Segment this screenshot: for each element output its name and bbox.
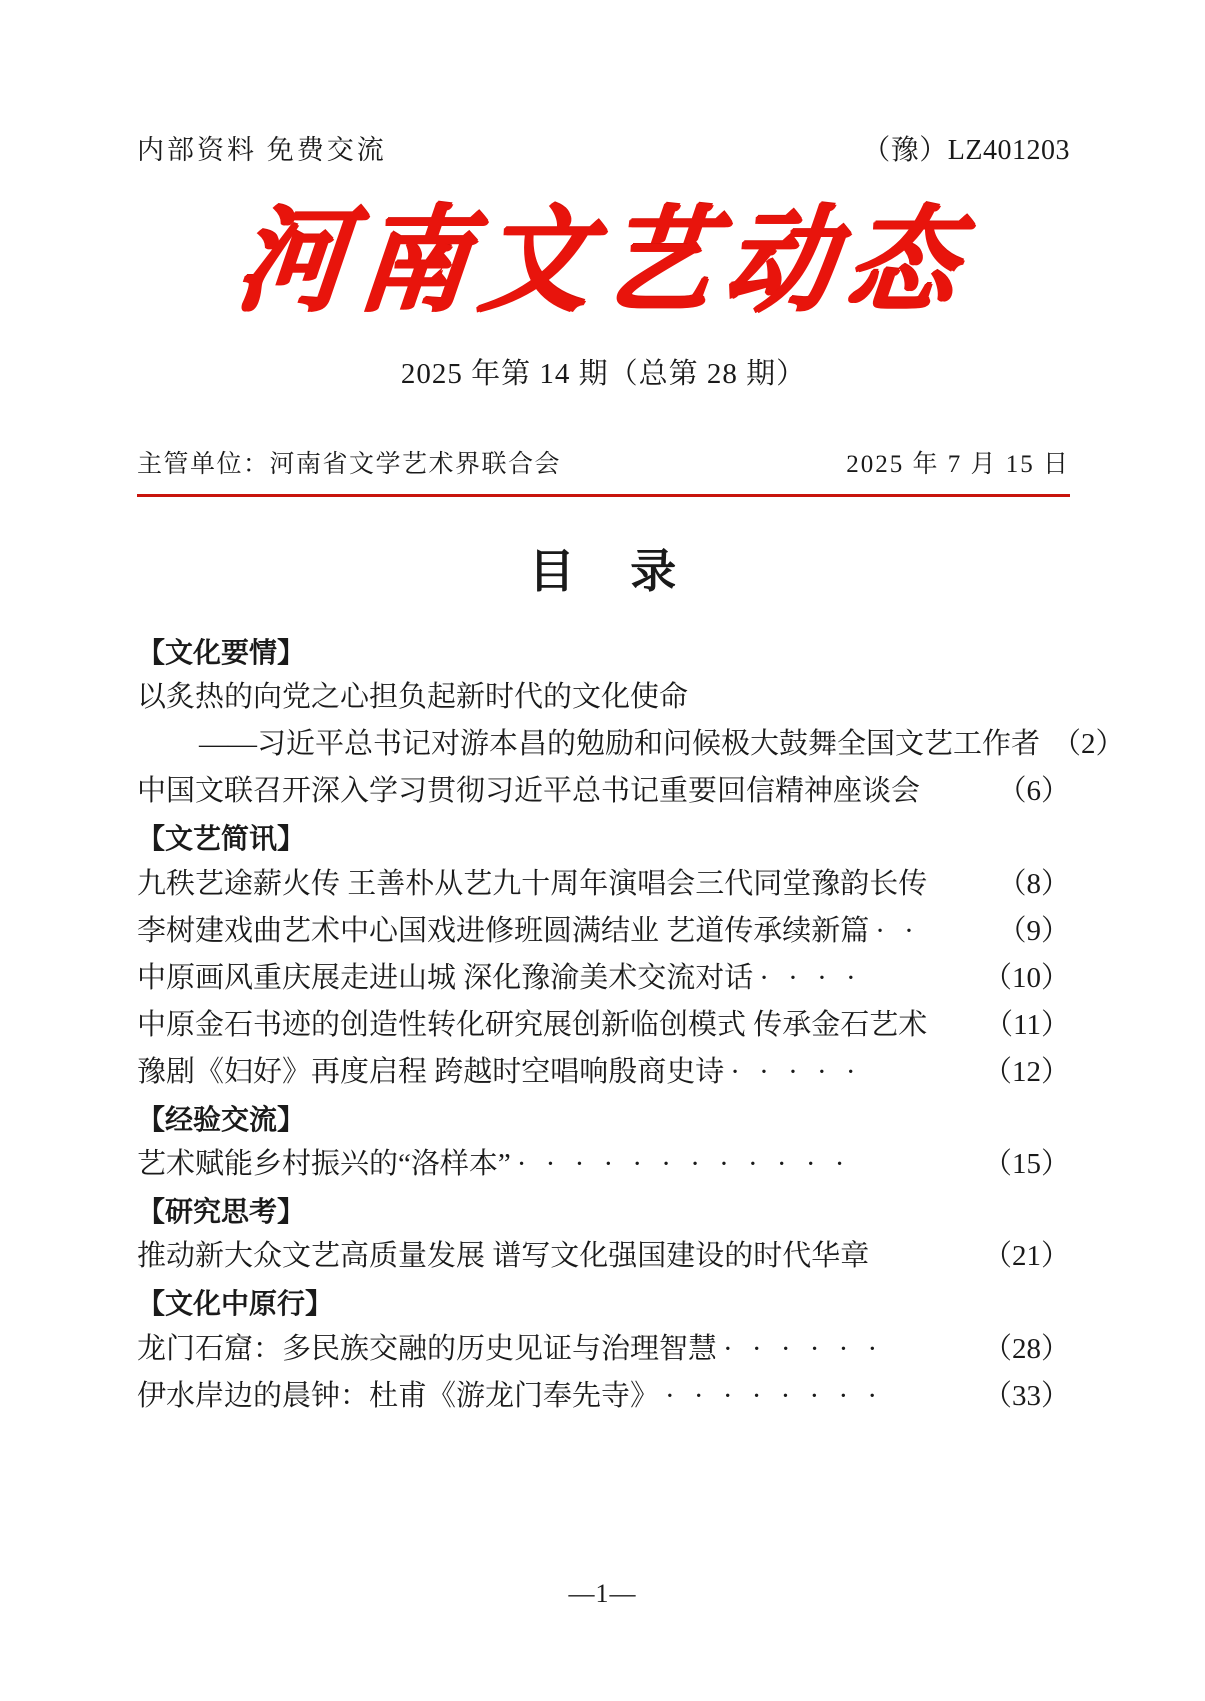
toc-page-number: （28）: [982, 1332, 1070, 1365]
toc-page-number: （9）: [997, 914, 1070, 947]
toc-entry-title: 中国文联召开深入学习贯彻习近平总书记重要回信精神座谈会: [137, 775, 921, 808]
header-top-line: [137, 0, 1070, 168]
toc-section-heading: 【研究思考】: [137, 1194, 306, 1228]
masthead-block: [0, 0, 1205, 497]
toc-entry-title: 李树建戏曲艺术中心国戏进修班圆满结业 艺道传承续新篇: [137, 914, 870, 947]
toc-entry-title: 伊水岸边的晨钟：杜甫《游龙门奉先寺》: [137, 1379, 660, 1412]
toc-entry-title: 九秩艺途薪火传 王善朴从艺九十周年演唱会三代同堂豫韵长传: [137, 867, 928, 900]
toc-page-number: （15）: [982, 1147, 1070, 1180]
issue-number-line: 2025 年第 14 期（总第 28 期）: [400, 358, 807, 390]
toc-entry[interactable]: [137, 768, 1070, 815]
toc-page-number: （21）: [982, 1240, 1070, 1273]
registration-code: （豫）LZ401203: [862, 135, 1070, 166]
toc-entry-title: 中原画风重庆展走进山城 深化豫渝美术交流对话: [137, 961, 754, 994]
toc-page-number: （12）: [982, 1055, 1070, 1088]
toc-section-heading: 【文化中原行】: [137, 1287, 334, 1321]
toc-entry[interactable]: [137, 1002, 1070, 1049]
page-number: —1—: [568, 1579, 637, 1608]
toc-dot-leader: · · · ·: [759, 961, 862, 994]
toc-page-number: （11）: [984, 1008, 1070, 1041]
toc-page-number: （10）: [982, 961, 1070, 994]
toc-entry[interactable]: [137, 1373, 1070, 1420]
red-divider-rule: [137, 494, 1070, 497]
toc-page-number: （33）: [982, 1379, 1070, 1412]
toc-entry-title: 豫剧《妇好》再度启程 跨越时空唱响殷商史诗: [137, 1055, 725, 1088]
toc-entry-title: 以炙热的向党之心担负起新时代的文化使命: [137, 681, 689, 714]
toc-dot-leader: · · · · · ·: [723, 1332, 884, 1365]
toc-dot-leader: · ·: [875, 914, 920, 947]
toc-page-number: （2）: [1052, 728, 1125, 761]
publication-date: 2025 年 7 月 15 日: [846, 451, 1070, 478]
toc-entry-title: 推动新大众文艺高质量发展 谱写文化强国建设的时代华章: [137, 1240, 870, 1273]
toc-page-number: （8）: [997, 867, 1070, 900]
toc-entry-title: 龙门石窟：多民族交融的历史见证与治理智慧: [137, 1332, 718, 1365]
toc-entry-title: 艺术赋能乡村振兴的“洛样本”: [137, 1147, 511, 1180]
publication-title: 河南文艺动态: [230, 194, 977, 328]
page-footer: [0, 1579, 1205, 1609]
toc-dot-leader: · · · · · · · ·: [665, 1379, 884, 1412]
supervisor-unit: 主管单位：河南省文学艺术界联合会: [137, 451, 562, 478]
toc-section-heading: 【文艺简讯】: [137, 822, 306, 856]
table-of-contents: [0, 631, 1205, 1420]
toc-page-number: （6）: [997, 775, 1070, 808]
toc-entry[interactable]: [137, 1233, 1070, 1280]
contents-heading: 目 录: [528, 546, 699, 597]
toc-section-heading: 【经验交流】: [137, 1102, 306, 1136]
toc-entry[interactable]: [137, 721, 1125, 768]
internal-material-note: 内部资料 免费交流: [137, 135, 387, 165]
toc-entry-title: ——习近平总书记对游本昌的勉励和问候极大鼓舞全国文艺工作者: [199, 728, 1041, 761]
toc-entry-title: 中原金石书迹的创造性转化研究展创新临创模式 传承金石艺术: [137, 1008, 928, 1041]
toc-entry[interactable]: [137, 1141, 1070, 1188]
toc-section-heading: 【文化要情】: [137, 636, 306, 669]
publisher-date-row: [137, 444, 1070, 480]
toc-dot-leader: · · · · · · · · · · · ·: [516, 1147, 851, 1180]
toc-entry[interactable]: [137, 674, 1070, 721]
toc-entry[interactable]: [137, 1326, 1070, 1373]
toc-dot-leader: · · · · ·: [730, 1055, 862, 1088]
toc-entry[interactable]: [137, 861, 1070, 908]
toc-entry[interactable]: [137, 908, 1070, 955]
toc-entry[interactable]: [137, 1049, 1070, 1096]
toc-entry[interactable]: [137, 955, 1070, 1002]
